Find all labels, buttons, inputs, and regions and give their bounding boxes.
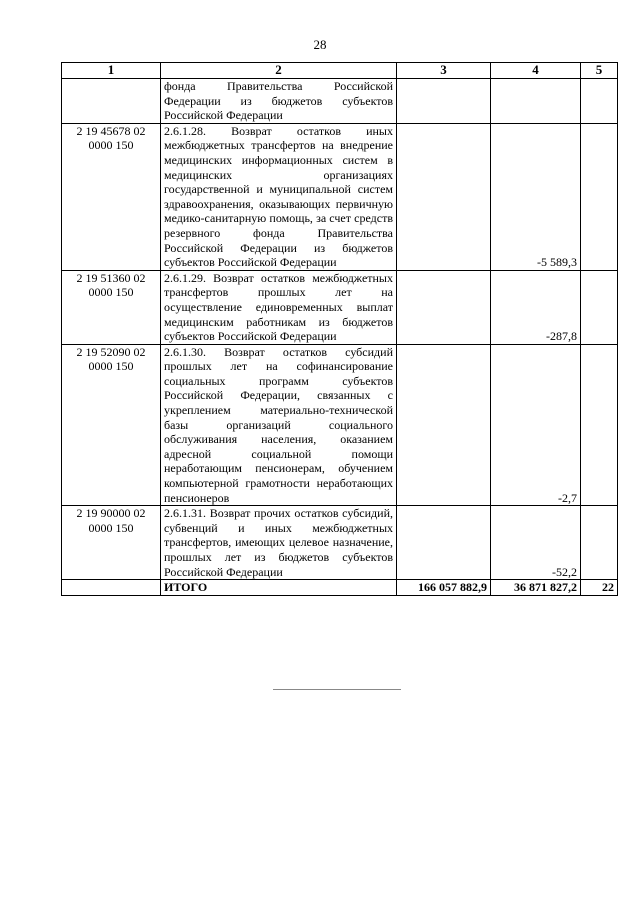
row-col3	[397, 79, 491, 124]
table-row	[62, 506, 618, 580]
column-header: 2	[161, 63, 397, 79]
row-col4	[491, 79, 581, 124]
row-code: 2 19 52090 02 0000 150	[62, 344, 161, 506]
row-description: 2.6.1.28. Возврат остатков иных межбюджетных трансфертов на внедрение медицинских информационных систем в медицинских организациях государственной и муниципальной систем здравоохранения, оказывающих первичную медико-санитарную помощь, за счет средств резервного фонда Правительства Российской Федерации из бюджетов субъектов Российской Федерации	[161, 123, 397, 270]
column-header: 1	[62, 63, 161, 79]
total-row	[62, 580, 618, 596]
row-col5	[581, 79, 618, 124]
row-code: 2 19 90000 02 0000 150	[62, 506, 161, 580]
row-col4: -52,2	[491, 506, 581, 580]
table-row	[62, 79, 618, 124]
row-col4: -287,8	[491, 270, 581, 344]
column-header: 5	[581, 63, 618, 79]
table-row	[62, 344, 618, 506]
budget-table	[61, 62, 618, 596]
row-col3	[397, 270, 491, 344]
row-col5	[581, 123, 618, 270]
row-description: 2.6.1.31. Возврат прочих остатков субсидий, субвенций и иных межбюджетных трансфертов, имеющих целевое назначение, прошлых лет из бюджетов субъектов Российской Федерации	[161, 506, 397, 580]
row-col3	[397, 344, 491, 506]
row-description: 2.6.1.29. Возврат остатков межбюджетных трансфертов прошлых лет на осуществление единовременных выплат медицинским работникам из бюджетов субъектов Российской Федерации	[161, 270, 397, 344]
column-header: 3	[397, 63, 491, 79]
total-col4: 36 871 827,2	[491, 580, 581, 596]
total-col3: 166 057 882,9	[397, 580, 491, 596]
row-code	[62, 79, 161, 124]
total-col5: 22	[581, 580, 618, 596]
row-col4: -2,7	[491, 344, 581, 506]
row-col5	[581, 506, 618, 580]
row-col3	[397, 506, 491, 580]
row-col4: -5 589,3	[491, 123, 581, 270]
row-description: 2.6.1.30. Возврат остатков субсидий прошлых лет на софинансирование социальных программ субъектов Российской Федерации, связанных с укреплением материально-технической базы организаций социального обслуживания населения, оказанием адресной социальной помощи неработающим пенсионерам, обучением компьютерной грамотности неработающих пенсионеров	[161, 344, 397, 506]
row-code: 2 19 45678 02 0000 150	[62, 123, 161, 270]
table-row	[62, 270, 618, 344]
end-divider	[273, 689, 401, 690]
row-code: 2 19 51360 02 0000 150	[62, 270, 161, 344]
total-label: ИТОГО	[161, 580, 397, 596]
column-header: 4	[491, 63, 581, 79]
table-header-row	[62, 63, 618, 79]
row-description: фонда Правительства Российской Федерации из бюджетов субъектов Российской Федерации	[161, 79, 397, 124]
row-col5	[581, 344, 618, 506]
row-col5	[581, 270, 618, 344]
row-col3	[397, 123, 491, 270]
table-row	[62, 123, 618, 270]
page-number: 28	[313, 37, 327, 52]
total-code-cell	[62, 580, 161, 596]
